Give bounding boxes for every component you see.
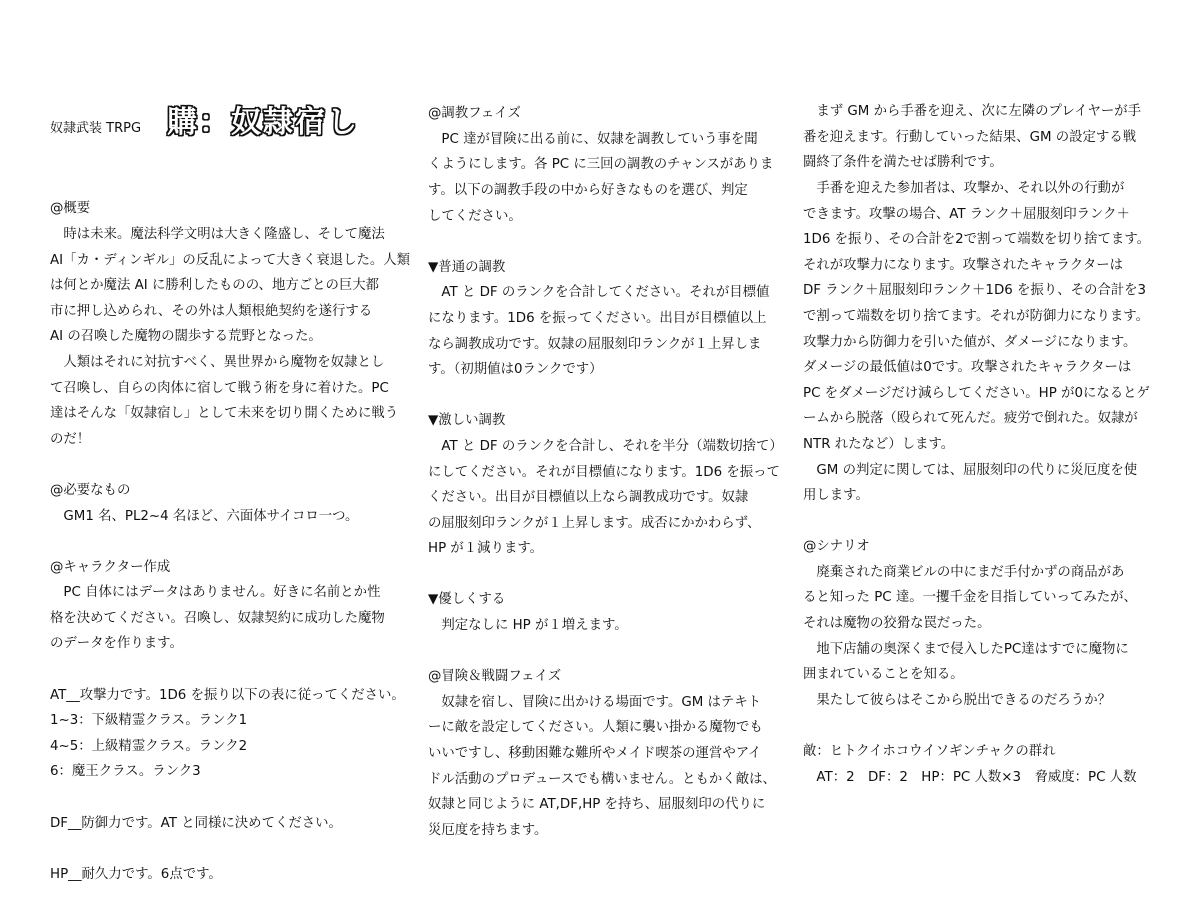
- text-line: @キャラクター作成: [50, 559, 171, 575]
- text-line: [428, 562, 788, 588]
- column-3-text: [803, 99, 1163, 790]
- text-line: AI「カ・ディンギル」の反乱によって大きく衰退した。人類: [50, 252, 411, 268]
- text-line: 市に押し込められ、その外は人類根絶契約を遂行する: [50, 303, 373, 319]
- column-2-text: [428, 101, 788, 843]
- text-line: [50, 836, 405, 862]
- text-line: ドル活動のプロデュースでも構いません。ともかく敵は、: [428, 771, 776, 787]
- text-line: ると知った PC 達。一攫千金を目指していってみたが、: [803, 590, 1137, 606]
- text-line: [50, 657, 405, 683]
- text-line: それは魔物の狡猾な罠だった。: [803, 616, 991, 632]
- text-line: DF ランク＋屈服刻印ランク＋1D6 を振り、その合計を3: [803, 283, 1147, 299]
- text-line: 敵：ヒトクイホコウイソギンチャクの群れ: [803, 744, 1056, 760]
- column-3: [803, 48, 1163, 816]
- text-line: [428, 229, 788, 255]
- text-line: 4~5：上級精霊クラス。ランク2: [50, 738, 248, 754]
- text-line: 6：魔王クラス。ランク3: [50, 764, 201, 780]
- text-line: 1~3：下級精霊クラス。ランク1: [50, 713, 248, 729]
- text-line: 人類はそれに対抗すべく、異世界から魔物を奴隷とし: [50, 354, 385, 370]
- text-line: ーに敵を設定してください。人類に襲い掛かる魔物でも: [428, 720, 763, 736]
- text-line: [803, 509, 1163, 535]
- text-line: 用します。: [803, 488, 869, 504]
- text-line: @必要なもの: [50, 482, 131, 498]
- text-line: 手番を迎えた参加者は、攻撃か、それ以外の行動が: [803, 180, 1125, 196]
- text-line: のデータを作ります。: [50, 636, 183, 652]
- text-line: 奴隷を宿し、冒険に出かける場面です。GM はテキト: [428, 694, 762, 710]
- text-line: GM の判定に関しては、屈服刻印の代りに災厄度を使: [803, 462, 1138, 478]
- text-line: 番を迎えます。行動していった結果、GM の設定する戦: [803, 129, 1137, 145]
- text-line: 闘終了条件を満たせば勝利です。: [803, 155, 1003, 171]
- text-line: @概要: [50, 201, 91, 217]
- text-line: 地下店舗の奥深くまで侵入したPC達はすでに魔物に: [803, 641, 1129, 657]
- text-line: それが攻撃力になります。攻撃されたキャラクターは: [803, 257, 1124, 273]
- text-line: [50, 785, 405, 811]
- text-line: 1D6 を振り、その合計を2で割って端数を切り捨てます。: [803, 232, 1151, 248]
- text-line: @シナリオ: [803, 539, 870, 555]
- text-line: 奴隷と同じように AT,DF,HP を持ち、屈服刻印の代りに: [428, 797, 766, 813]
- text-line: [803, 713, 1163, 739]
- title-prefix: 奴隷武装 TRPG: [50, 121, 142, 137]
- text-line: になります。1D6 を振ってください。出目が目標値以上: [428, 310, 767, 326]
- text-line: す。（初期値は0ランクです）: [428, 362, 603, 378]
- text-line: くようにします。各 PC に三回の調教のチャンスがありま: [428, 157, 774, 173]
- text-line: いいですし、移動困難な難所やメイド喫茶の運営やアイ: [428, 746, 762, 762]
- text-line: ▼優しくする: [428, 592, 506, 608]
- text-line: AT：2 DF：2 HP：PC 人数×3 脅威度：PC 人数: [803, 769, 1137, 785]
- text-line: PC 自体にはデータはありません。好きに名前とか性: [50, 585, 381, 601]
- text-line: にしてください。それが目標値になります。1D6 を振って: [428, 464, 780, 480]
- text-line: @調教フェイズ: [428, 106, 521, 122]
- text-line: PC 達が冒険に出る前に、奴隷を調教していう事を聞: [428, 131, 758, 147]
- page-title: 購：奴隷宿し: [167, 105, 359, 141]
- text-line: ダメージの最低値は0です。攻撃されたキャラクターは: [803, 360, 1132, 376]
- text-line: [428, 639, 788, 665]
- column-1-text: [50, 196, 411, 887]
- text-line: のだ！: [50, 431, 91, 447]
- text-line: 判定なしに HP が１増えます。: [428, 618, 628, 634]
- text-line: ▼普通の調教: [428, 259, 506, 275]
- text-line: は何とか魔法 AI に勝利したものの、地方ごとの巨大都: [50, 278, 380, 294]
- text-line: 攻撃力から防御力を引いた値が、ダメージになります。: [803, 334, 1137, 350]
- text-line: [50, 452, 405, 478]
- text-line: で割って端数を切り捨てます。それが防御力になります。: [803, 308, 1150, 324]
- text-line: @冒険＆戦闘フェイズ: [428, 669, 562, 685]
- text-line: AT と DF のランクを合計してください。それが目標値: [428, 285, 770, 301]
- text-line: ▼激しい調教: [428, 413, 506, 429]
- text-line: 格を決めてください。召喚し、奴隷契約に成功した魔物: [50, 610, 385, 626]
- text-line: HP が１減ります。: [428, 541, 544, 557]
- text-line: してください。: [428, 208, 522, 224]
- text-line: AI の召喚した魔物の闊歩する荒野となった。: [50, 329, 322, 345]
- text-line: PC をダメージだけ減らしてください。HP が0になるとゲ: [803, 385, 1150, 401]
- text-line: AT__攻撃力です。1D6 を振り以下の表に従ってください。: [50, 687, 405, 703]
- text-line: GM1 名、PL2~4 名ほど、六面体サイコロ一つ。: [50, 508, 359, 524]
- text-line: 果たして彼らはそこから脱出できるのだろうか？: [803, 692, 1111, 708]
- text-line: す。以下の調教手段の中から好きなものを選び、判定: [428, 182, 748, 198]
- column-1: [50, 50, 411, 913]
- text-line: [50, 529, 405, 555]
- text-line: 達はそんな「奴隷宿し」として未来を切り開くために戦う: [50, 406, 399, 422]
- text-line: 時は未来。魔法科学文明は大きく隆盛し、そして魔法: [50, 226, 385, 242]
- text-line: ームから脱落（殴られて死んだ。疲労で倒れた。奴隷が: [803, 411, 1138, 427]
- text-line: NTR れたなど）します。: [803, 436, 955, 452]
- text-line: 災厄度を持ちます。: [428, 822, 548, 838]
- text-line: DF__防御力です。AT と同様に決めてください。: [50, 815, 342, 831]
- text-line: AT と DF のランクを合計し、それを半分（端数切捨て）: [428, 438, 783, 454]
- text-line: て召喚し、自らの肉体に宿して戦う術を身に着けた。PC: [50, 380, 389, 396]
- title-block: [50, 101, 405, 145]
- text-line: の屈服刻印ランクが１上昇します。成否にかかわらず、: [428, 515, 761, 531]
- text-line: 廃棄された商業ビルの中にまだ手付かずの商品があ: [803, 564, 1125, 580]
- text-line: 囲まれていることを知る。: [803, 667, 964, 683]
- text-line: できます。攻撃の場合、AT ランク＋屈服刻印ランク＋: [803, 206, 1130, 222]
- text-line: まず GM から手番を迎え、次に左隣のプレイヤーが手: [803, 104, 1142, 120]
- column-2: [428, 50, 788, 869]
- text-line: HP__耐久力です。6点です。: [50, 866, 222, 882]
- text-line: なら調教成功です。奴隷の屈服刻印ランクが１上昇しま: [428, 336, 762, 352]
- text-line: ください。出目が目標値以上なら調教成功です。奴隷: [428, 490, 749, 506]
- text-line: [428, 383, 788, 409]
